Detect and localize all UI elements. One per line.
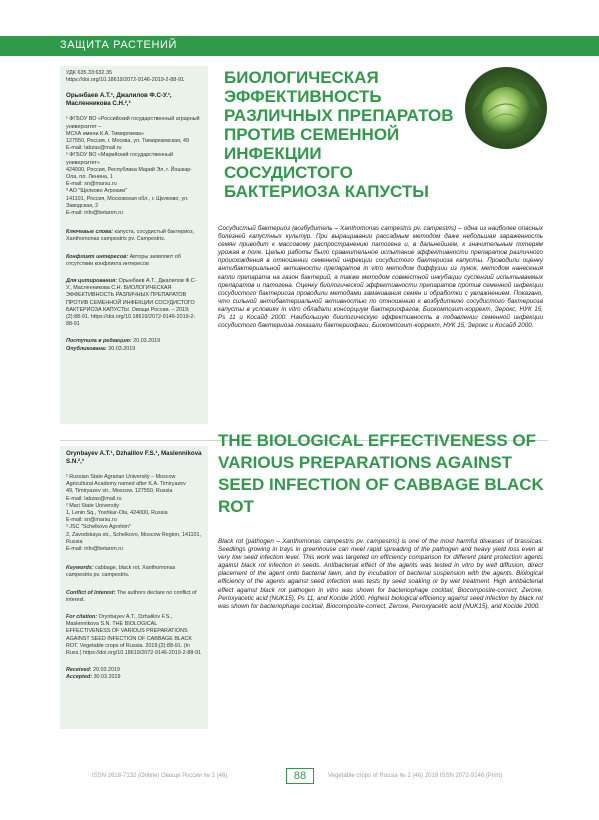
affiliation-line: 141101, Россия, Московская обл., г. Щелково, ул. Заводская, 2: [66, 195, 189, 209]
received-date: 20.03.2019: [133, 338, 161, 345]
citation-en: [66, 614, 202, 657]
conflict-label: Conflict of interest:: [66, 589, 116, 596]
doi-link-ru[interactable]: https://doi.org/10.18619/2072-9146-2019-2-88-91: [66, 77, 185, 84]
article-title-en: THE BIOLOGICAL EFFECTIVENESS OF VARIOUS PREPARATIONS AGAINST SEED INFECTION OF CABBAGE BLACK ROT: [218, 431, 544, 516]
keywords-text: капуста, сосудистый бактериоз, Xanthomonas campestris pv. Campestris.: [66, 229, 195, 243]
affiliation-line: 1, Lenin Sq., Yoshkar-Ola, 424000, Russia: [66, 510, 168, 517]
conflict-text: Авторы заявляют об отсутствии конфликта интересов: [66, 253, 181, 267]
citation-label: Для цитирования:: [66, 278, 118, 285]
affiliation-line: ³ JSC "Schelkovo Agrohim": [66, 524, 131, 531]
affiliation-line: ² Mari State University: [66, 502, 120, 509]
keywords-en: [66, 565, 202, 579]
sidebar-ru: [60, 66, 208, 424]
section-title: ЗАЩИТА РАСТЕНИЙ: [60, 39, 178, 51]
affiliation-line: E-mail: labzas@mail.ru: [66, 145, 122, 152]
conflict-text: The authors declare no conflict of interest.: [66, 589, 197, 603]
footer-right: Vegetable crops of Russia № 2 (46) 2019 ISSN 2072-9146 (Print): [328, 773, 503, 779]
citation-text: Orynbayev A.T., Dzhalilov F.S., Maslennikova S.N. THE BIOLOGICAL EFFECTIVENESS OF VARIOUS PREPARATIONS AGAINST SEED INFECTION OF CABBAGE BLACK ROT. Vegetable crops of Russia. 2019;(2):88-91. (In Russ.) https://doi.org/10.18619/2072-9146-2019-2-88-91: [66, 614, 202, 657]
affiliations-ru: [66, 116, 202, 217]
article-title-ru: БИОЛОГИЧЕСКАЯ ЭФФЕКТИВНОСТЬ РАЗЛИЧНЫХ ПРЕПАРАТОВ ПРОТИВ СЕМЕННОЙ ИНФЕКЦИИ СОСУДИСТОГО БАКТЕРИОЗА КАПУСТЫ: [224, 68, 454, 201]
sidebar-en: [60, 446, 208, 729]
conflict-label: Конфликт интересов:: [66, 253, 129, 260]
affiliation-line: ¹ ФГБОУ ВО «Российский государственный аграрный университет –: [66, 116, 200, 130]
affiliation-line: E-mail: sn@marsu.ru: [66, 517, 117, 524]
abstract-ru: Сосудистый бактериоз (возбудитель – Xanthomonas campestris pv. campestris) – одна из наиболее опасных болезней капустных культур. При выращивании рассадным методом даже небольшая зараженность семян приводит к массовому распространению патогена и, в дальнейшем, к значительным потерям урожая в поле. Целью работы было сравнительное испытание эффективности препаратов различного происхождения в отношении семенной инфекции сосудистого бактериоза капусты. Проводили оценку антибактериальной активности препаратов in vitro методом диффузии из лунок, методом нанесения капли препарата на газон бактерий, а также методом совместной инкубации суспензий испытываемых препаратов и патогена. Оценку биологической эффективности препаратов против семенной инфекции сосудистого бактериоза проводили методами замачивания семян и обработки с увлажнением. Показано, что сильной антибактериальной активностью по отношению к возбудителю сосудистого бактериоза капусты в условиях in vitro обладали консорциум бактериофагов, Биокомпозит-коррект, Зерокс, НУК 15, Ps 11 и Косайд 2000. Наибольшую биологическую эффективность в подавлении семенной инфекции сосудистого бактериоза показали бактериофаги, Биокомпозит-коррект, НУК 15, Зерокс и Косайд 2000.: [218, 225, 543, 330]
keywords-text: cabbage, black rot, Xanthomonas campestris pv. campestris.: [66, 565, 176, 579]
affiliation-line: 2, Zavodskaya str., Schelkovo, Moscow Region, 141101, Russia: [66, 531, 202, 545]
udc: УДК 635.33:632.35: [66, 70, 112, 76]
accepted-label: Accepted:: [66, 674, 93, 681]
accepted-date: 30.03.2019: [93, 674, 121, 681]
authors-ru: Орынбаев А.Т.¹, Джалилов Ф.С-У.¹, Масленникова С.Н.²,³: [66, 92, 172, 108]
received-date: 20.03.2019: [92, 667, 120, 674]
affiliation-line: МСХА имени К.А. Тимирязева»: [66, 130, 145, 137]
footer-left: ISSN 2618-7132 (Online) Овощи России № 2 (46): [92, 773, 228, 779]
published-label: Опубликована:: [66, 345, 107, 352]
affiliation-line: E-mail: info@betaren.ru: [66, 546, 124, 553]
conflict-ru: [66, 254, 202, 268]
keywords-label: Ключевые слова:: [66, 229, 114, 236]
affiliation-line: 127550, Россия, г. Москва, ул. Тимирязевская, 49: [66, 138, 190, 145]
section-header: [0, 36, 599, 56]
citation-label: For citation:: [66, 614, 98, 621]
received-label: Поступила в редакцию:: [66, 338, 132, 345]
authors-en: Orynbayev A.T.¹, Dzhalilov F.S.¹, Maslennikova S.N.²,³: [66, 450, 202, 465]
dates-ru: [66, 338, 202, 352]
keywords-ru: [66, 229, 202, 243]
citation-ru: [66, 278, 202, 328]
affiliation-line: 424000, Россия, Республика Марий Эл, г. Йошкар-Ола, пл. Ленина, 1: [66, 166, 193, 181]
page-number: 88: [286, 768, 314, 784]
abstract-en: Black rot (pathogen – Xanthomonas campestris pv. campestris) is one of the most harmful diseases of brassicas. Seedlings growing in trays in greenhouse can meet rapid spreading of the pathogen and heavy yield loss even at very low seed infection level. This work was targeted on efficiency comparison for different plant protection agents against black rot infection in seeds. Antibacterial effect of the agents was tested in vitro by well diffusion, direct placement of the agent onto bacterial lawn, and by incubation of bacterial suspension with the agents. Biological efficiency of the agents against seed infection was tests by seed soaking or by wet treatment. High antibacterial effect against black rot pathogen in vitro was shown for bacteriophage cocktail, Biocomposite-correct, Zeroxe, Peroxyacetic acid (NUK15), Ps 11, and Kocide 2000. Highest biological efficiency against seed infection by black rot was shown for bacteriophage cocktail, Biocomposite-correct, Zeroxe, Peroxyacetic acid (NUK15), and Kocide 2000.: [218, 538, 543, 610]
affiliation-line: ³ АО "Щелково Агрохим": [66, 188, 127, 195]
published-date: 30.03.2019: [108, 345, 136, 352]
citation-text: Орынбаев А.Т., Джалилов Ф.С-У., Масленникова С.Н. БИОЛОГИЧЕСКАЯ ЭФФЕКТИВНОСТЬ РАЗЛИЧНЫХ ПРЕПАРАТОВ ПРОТИВ СЕМЕННОЙ ИНФЕКЦИИ СОСУДИСТОГО БАКТЕРИОЗА КАПУСТЫ. Овощи России. – 2019;(2):88-91. https://doi.org/10.18619/2072-9146-2019-2-88-91: [66, 278, 197, 328]
affiliation-line: E-mail: sn@marsu.ru: [66, 181, 117, 188]
affiliation-line: ¹ Russian State Agrarian University – Moscow Agricultural Academy named after K.A. Timiryazev: [66, 474, 186, 488]
affiliation-line: ² ФГБОУ ВО «Марийский государственный университет»: [66, 152, 174, 166]
affiliation-line: 49, Timiryazev str., Moscow, 127550, Russia: [66, 488, 173, 495]
conflict-en: [66, 590, 202, 604]
affiliation-line: E-mail: info@betaren.ru: [66, 210, 124, 217]
affiliations-en: [66, 474, 202, 553]
cabbage-photo: [464, 66, 548, 150]
affiliation-line: E-mail: labzas@mail.ru: [66, 495, 122, 502]
keywords-label: Keywords:: [66, 565, 94, 572]
page-footer: [0, 768, 599, 788]
dates-en: [66, 667, 202, 681]
received-label: Received:: [66, 667, 92, 674]
